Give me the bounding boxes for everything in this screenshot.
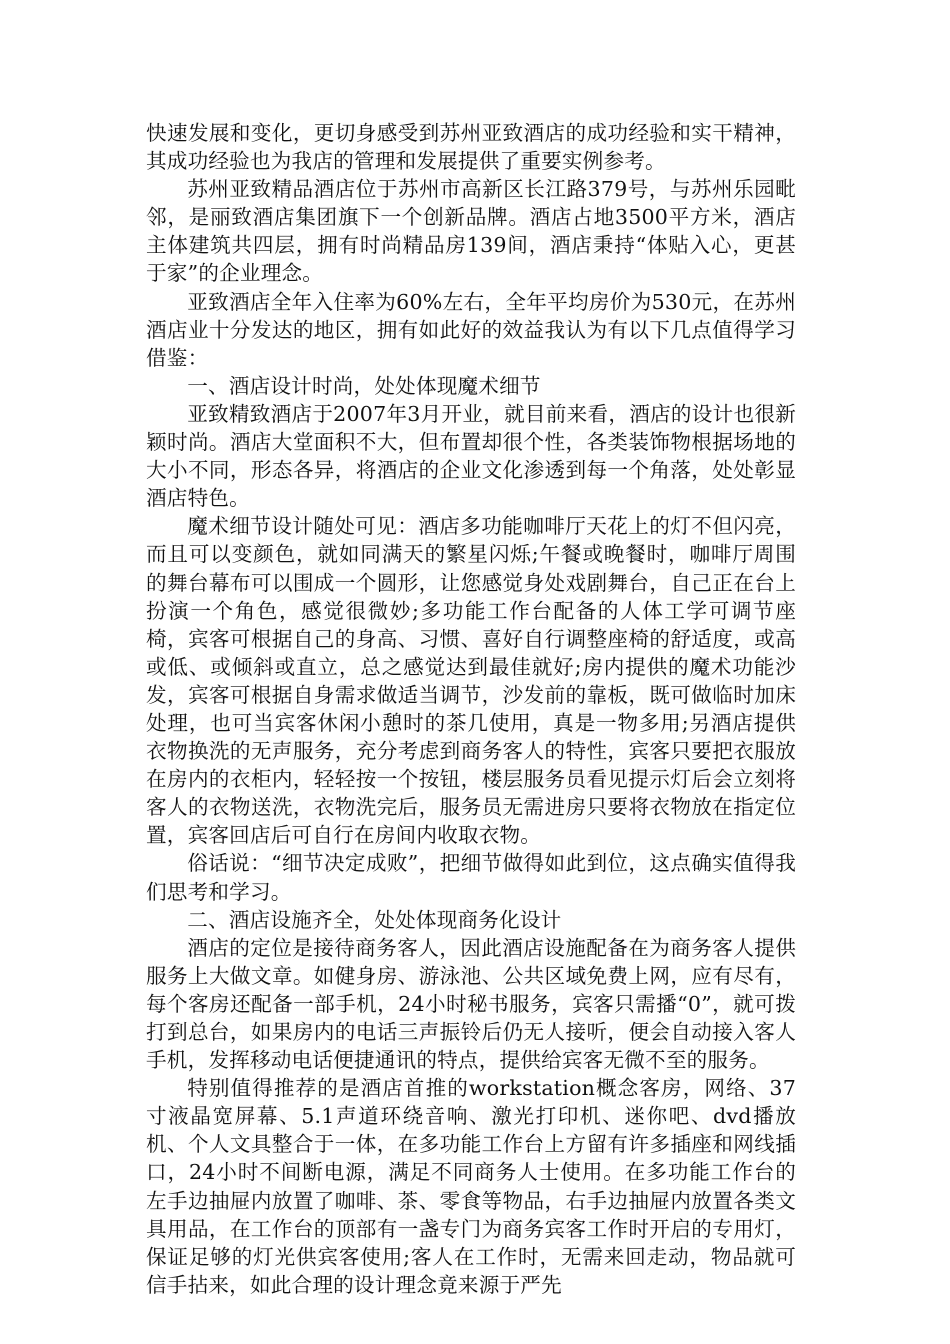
- section-heading-facilities: 二、酒店设施齐全，处处体现商务化设计: [187, 907, 562, 932]
- paragraph-saying: 俗话说：“细节决定成败”，把细节做得如此到位，这点确实值得我们思考和学习。: [146, 851, 796, 904]
- document-body: [146, 119, 796, 1299]
- paragraph-business-positioning: 酒店的定位是接待商务客人，因此酒店设施配备在为商务客人提供服务上大做文章。如健身房、游泳池、公共区域免费上网，应有尽有，每个客房还配备一部手机，24小时秘书服务，宾客只需播“0”，就可拨打到总台，如果房内的电话三声振铃后仍无人接听，便会自动接入客人手机，发挥移动电话便捷通讯的特点，提供给宾客无微不至的服务。: [146, 935, 796, 1073]
- paragraph-occupancy: 亚致酒店全年入住率为60%左右，全年平均房价为530元，在苏州酒店业十分发达的地区，拥有如此好的效益我认为有以下几点值得学习借鉴：: [146, 289, 796, 370]
- paragraph-hotel-intro: 苏州亚致精品酒店位于苏州市高新区长江路379号，与苏州乐园毗邻，是丽致酒店集团旗下一个创新品牌。酒店占地3500平方米，酒店主体建筑共四层，拥有时尚精品房139间，酒店秉持“体贴入心，更甚于家”的企业理念。: [146, 177, 796, 286]
- paragraph-design-overview: 亚致精致酒店于2007年3月开业，就目前来看，酒店的设计也很新颖时尚。酒店大堂面积不大，但布置却很个性，各类装饰物根据场地的大小不同，形态各异，将酒店的企业文化渗透到每一个角落，处处彰显酒店特色。: [146, 401, 796, 511]
- section-heading-design: 一、酒店设计时尚，处处体现魔术细节: [187, 373, 541, 398]
- paragraph-workstation-room: 特别值得推荐的是酒店首推的workstation概念客房，网络、37寸液晶宽屏幕、5.1声道环绕音响、激光打印机、迷你吧、dvd播放机、个人文具整合于一体，在多功能工作台上方留有许多插座和网线插口，24小时不间断电源，满足不同商务人士使用。在多功能工作台的左手边抽屉内放置了咖啡、茶、零食等物品，右手边抽屉内放置各类文具用品，在工作台的顶部有一盏专门为商务宾客工作时开启的专用灯，保证足够的灯光供宾客使用;客人在工作时，无需来回走动，物品就可信手拈来，如此合理的设计理念竟来源于严先: [146, 1076, 796, 1297]
- paragraph-continuation: 快速发展和变化，更切身感受到苏州亚致酒店的成功经验和实干精神，其成功经验也为我店的管理和发展提供了重要实例参考。: [146, 121, 796, 174]
- paragraph-magic-details: 魔术细节设计随处可见：酒店多功能咖啡厅天花上的灯不但闪亮，而且可以变颜色，就如同满天的繁星闪烁;午餐或晚餐时，咖啡厅周围的舞台幕布可以围成一个圆形，让您感觉身处戏剧舞台，自己正在台上扮演一个角色，感觉很微妙;多功能工作台配备的人体工学可调节座椅，宾客可根据自己的身高、习惯、喜好自行调整座椅的舒适度，或高或低、或倾斜或直立，总之感觉达到最佳就好;房内提供的魔术功能沙发，宾客可根据自身需求做适当调节，沙发前的靠板，既可做临时加床处理，也可当宾客休闲小憩时的茶几使用，真是一物多用;另酒店提供衣物换洗的无声服务，充分考虑到商务客人的特性，宾客只要把衣服放在房内的衣柜内，轻轻按一个按钮，楼层服务员看见提示灯后会立刻将客人的衣物送洗，衣物洗完后，服务员无需进房只要将衣物放在指定位置，宾客回店后可自行在房间内收取衣物。: [146, 514, 796, 848]
